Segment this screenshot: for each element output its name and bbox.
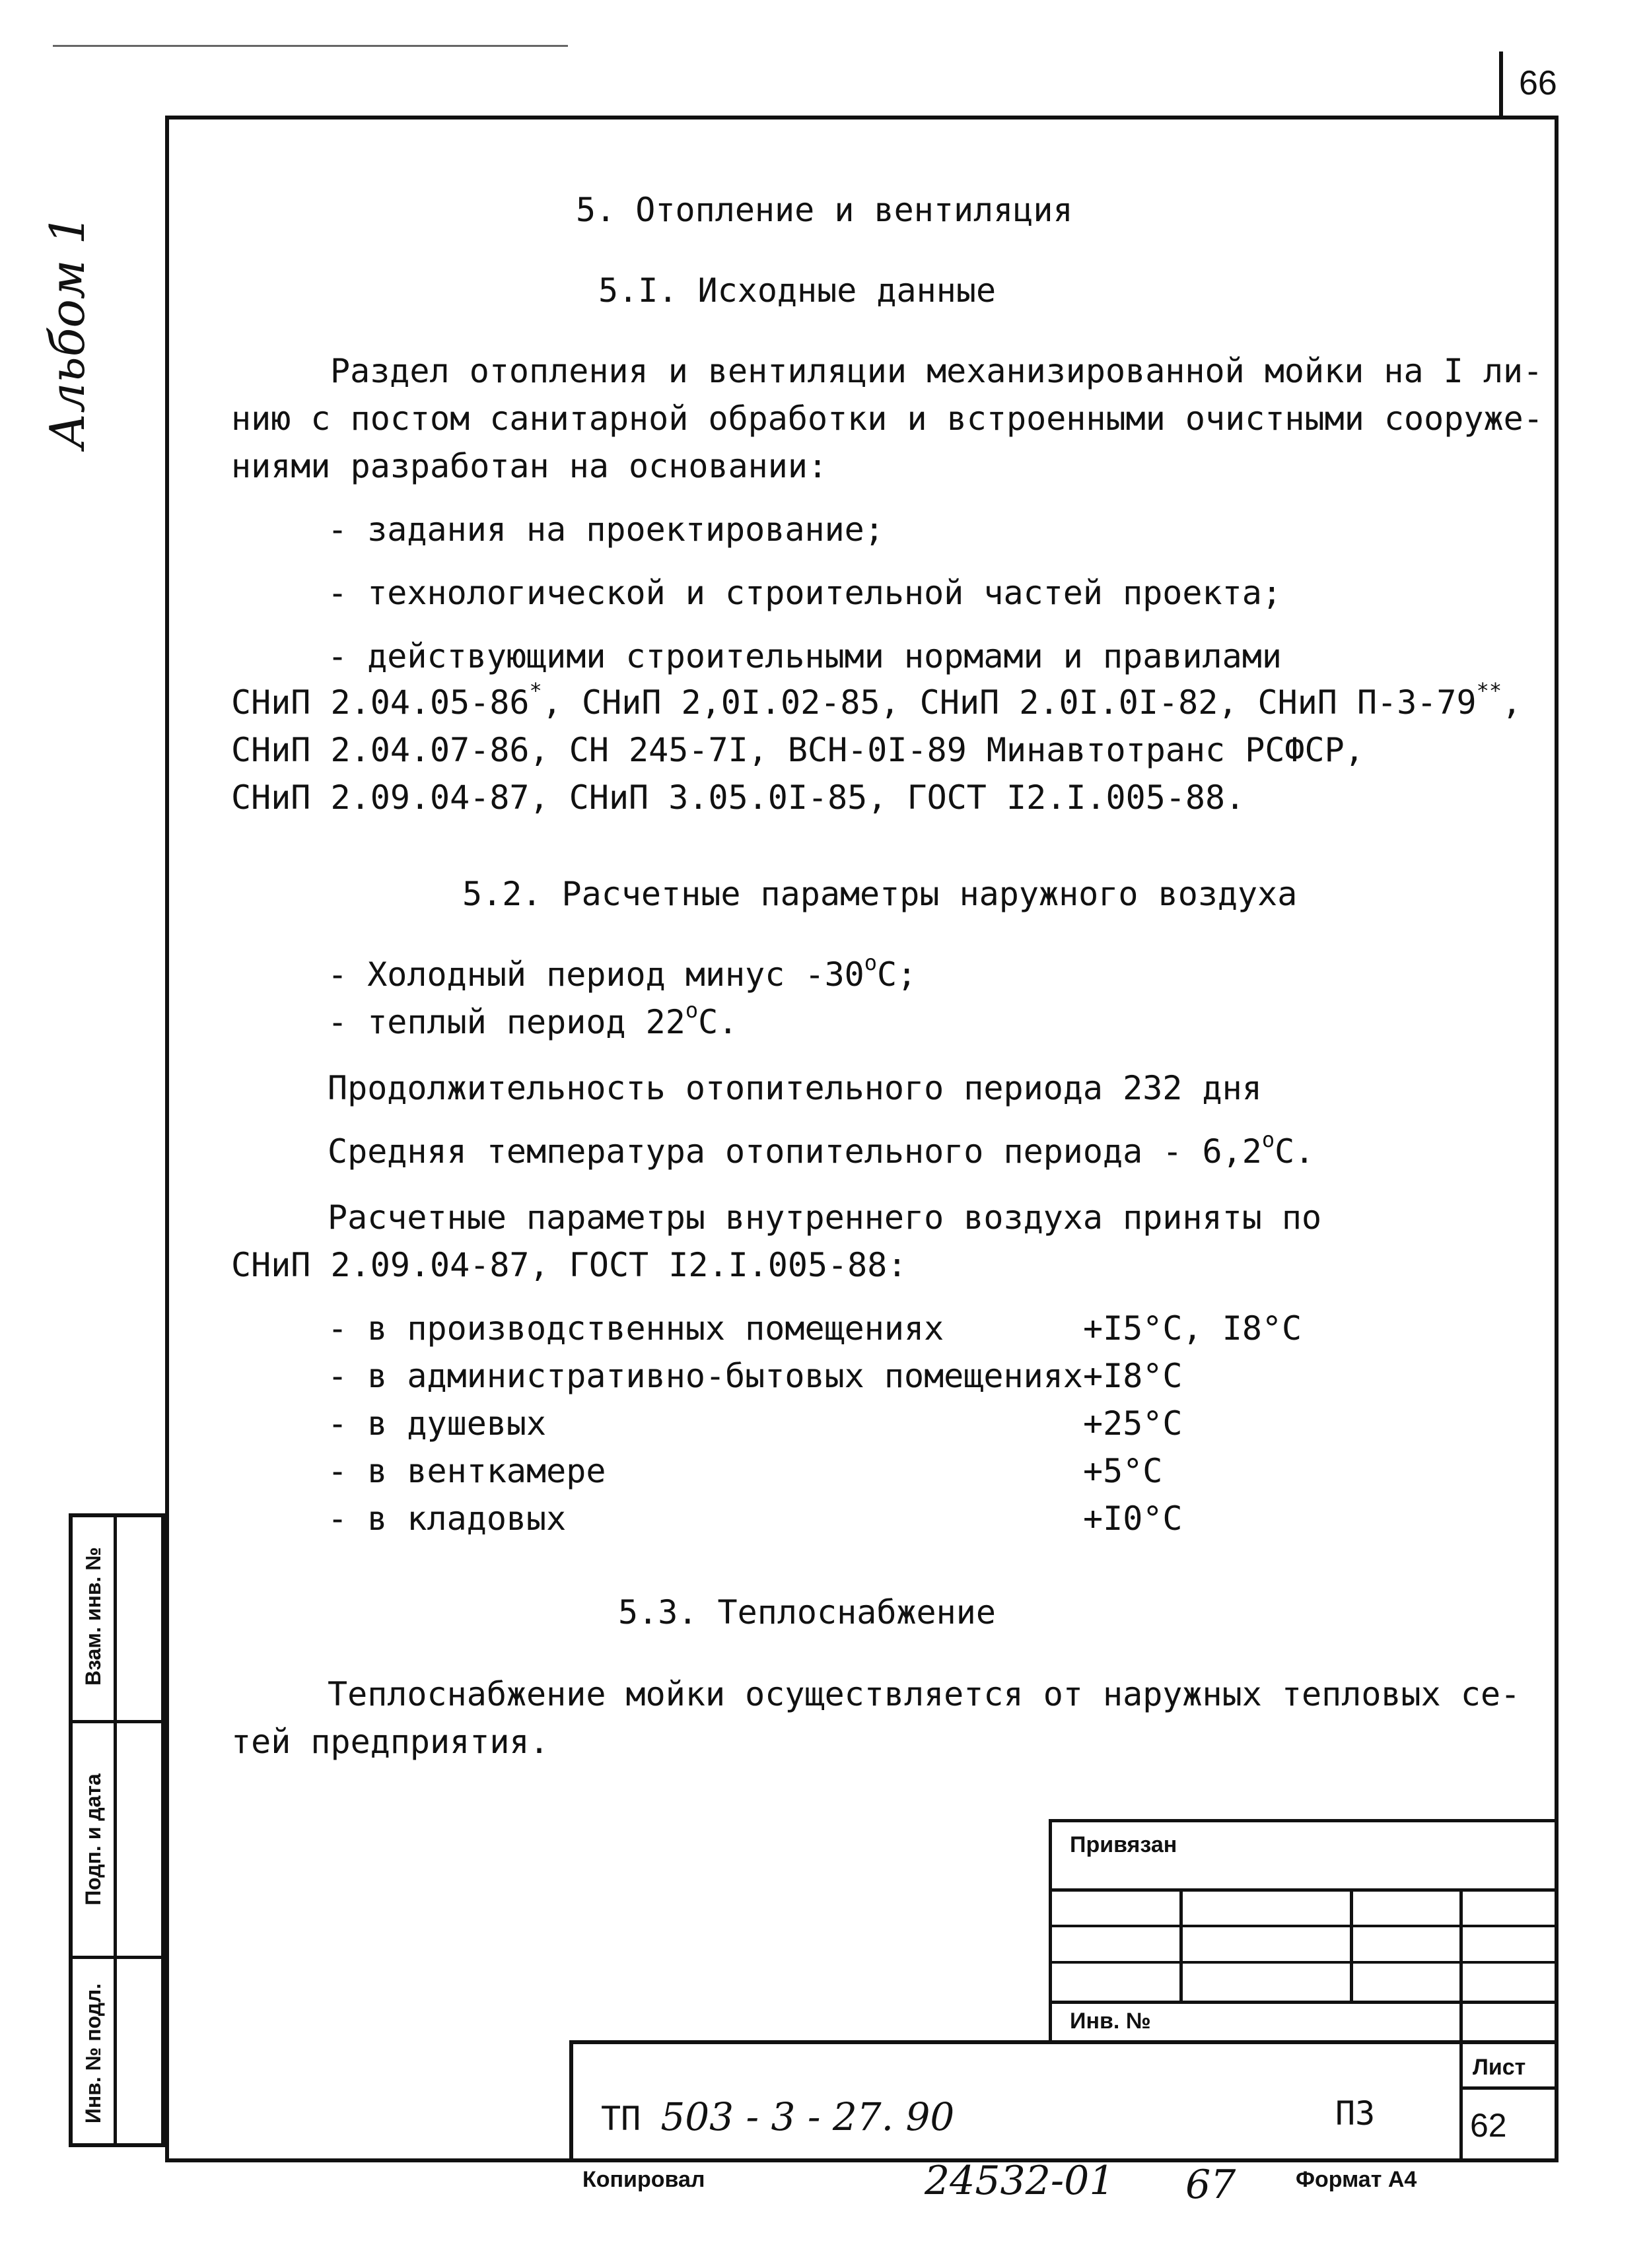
warm-period-degree: o xyxy=(685,998,699,1023)
bullet-project-parts: - технологической и строительной частей проекта; xyxy=(328,574,1282,612)
format-label: Формат А4 xyxy=(1296,2167,1417,2192)
heat-supply-line-2: тей предприятия. xyxy=(231,1723,549,1761)
section-heading: 5. Отопление и вентиляция xyxy=(576,191,1073,229)
mean-temperature-degree: o xyxy=(1261,1127,1275,1152)
tb-main-top xyxy=(569,2040,1559,2044)
doc-code xyxy=(601,2094,954,2139)
room-value-vent-chamber: +5°С xyxy=(1083,1452,1163,1490)
handwritten-page: 67 xyxy=(1185,2162,1236,2208)
norms-line-2: СНиП 2.04.07-86, СН 245-7I, ВСН-0I-89 Минавтотранс РСФСР, xyxy=(231,731,1364,769)
room-label-storage: - в кладовых xyxy=(328,1499,567,1538)
doc-type: ПЗ xyxy=(1335,2094,1376,2133)
inv-number-label: Инв. № xyxy=(1070,2009,1151,2034)
warm-period-text: - теплый период 22 xyxy=(328,1003,685,1041)
room-label-admin: - в административно-бытовых помещениях xyxy=(328,1357,1083,1395)
intro-line-3: ниями разработан на основании: xyxy=(231,447,828,485)
tb-row-2 xyxy=(1049,1925,1559,1927)
norms-mark-1: * xyxy=(529,678,542,703)
cold-period-unit: С; xyxy=(877,955,917,994)
room-value-storage: +I0°С xyxy=(1083,1499,1183,1538)
norms-snip-1: СНиП 2.04.05-86 xyxy=(231,683,530,722)
sheet-label: Лист xyxy=(1473,2055,1526,2080)
internal-intro-2: СНиП 2.09.04-87, ГОСТ I2.I.005-88: xyxy=(231,1246,907,1284)
cold-period xyxy=(328,951,917,998)
tb-col-2 xyxy=(1350,1888,1353,2004)
tb-row-4 xyxy=(1049,2001,1559,2004)
doc-code-prefix: ТП xyxy=(601,2100,661,2138)
tb-upper-left-edge xyxy=(1049,1819,1052,2044)
internal-intro-1: Расчетные параметры внутреннего воздуха приняты по xyxy=(328,1198,1322,1237)
tb-main-left xyxy=(569,2040,573,2162)
heating-duration: Продолжительность отопительного периода 232 дня xyxy=(328,1069,1262,1107)
sheet-number: 62 xyxy=(1470,2107,1507,2144)
side-label-signature-date: Подп. и дата xyxy=(81,1773,105,1906)
mean-temperature-unit: С. xyxy=(1275,1132,1315,1171)
tb-sheet-left xyxy=(1459,2040,1463,2162)
tb-row-3 xyxy=(1049,1961,1559,1964)
side-label-original-inv: Инв. № подл. xyxy=(81,1983,105,2124)
warm-period-unit: С. xyxy=(698,1003,738,1041)
copied-label: Копировал xyxy=(582,2167,705,2192)
cold-period-degree: o xyxy=(864,950,878,975)
page-number: 66 xyxy=(1519,64,1557,102)
room-label-showers: - в душевых xyxy=(328,1404,547,1443)
norms-snip-rest: , СНиП 2,0I.02-85, СНиП 2.0I.0I-82, СНиП П-3-79 xyxy=(542,683,1477,722)
tb-col-3 xyxy=(1459,1888,1463,2044)
mean-temperature xyxy=(328,1128,1314,1175)
heat-supply-line-1: Теплоснабжение мойки осуществляется от наружных тепловых се- xyxy=(328,1675,1521,1713)
norms-line-3: СНиП 2.09.04-87, СНиП 3.05.0I-85, ГОСТ I2.I.005-88. xyxy=(231,778,1245,817)
side-strip-divider-1 xyxy=(69,1720,165,1723)
room-value-production: +I5°С, I8°С xyxy=(1083,1309,1302,1348)
subsection-heading-initial-data: 5.I. Исходные данные xyxy=(598,271,997,310)
margin-note-album: Альбом 1 xyxy=(40,214,95,449)
linked-label: Привязан xyxy=(1070,1832,1177,1857)
bullet-norms: - действующими строительными нормами и правилами xyxy=(328,637,1282,675)
room-label-production: - в производственных помещениях xyxy=(328,1309,944,1348)
page-number-divider xyxy=(1499,52,1503,118)
tb-sheet-row xyxy=(1459,2086,1559,2090)
tb-col-1 xyxy=(1179,1888,1183,2004)
side-label-exchange-inv: Взам. инв. № xyxy=(81,1547,105,1686)
bullet-design-task: - задания на проектирование; xyxy=(328,510,884,549)
handwritten-number: 24532-01 xyxy=(925,2158,1115,2204)
intro-line-1: Раздел отопления и вентиляции механизированной мойки на I ли- xyxy=(330,352,1543,390)
room-value-showers: +25°С xyxy=(1083,1404,1183,1443)
top-rule xyxy=(53,45,568,47)
norms-line-1-end: , xyxy=(1502,683,1522,722)
room-value-admin: +I8°С xyxy=(1083,1357,1183,1395)
tb-row-1 xyxy=(1049,1888,1559,1892)
tb-upper-top xyxy=(1049,1819,1559,1822)
mean-temperature-text: Средняя температура отопительного периода - 6,2 xyxy=(328,1132,1262,1171)
subsection-heading-outdoor-air: 5.2. Расчетные параметры наружного воздуха xyxy=(462,875,1298,913)
warm-period xyxy=(328,998,738,1046)
subsection-heading-heat-supply: 5.3. Теплоснабжение xyxy=(618,1593,996,1632)
doc-code-handwritten: 503 - 3 - 27. 90 xyxy=(660,2094,955,2139)
norms-line-1 xyxy=(231,679,1522,726)
room-label-vent-chamber: - в венткамере xyxy=(328,1452,606,1490)
cold-period-text: - Холодный период минус -30 xyxy=(328,955,864,994)
side-strip-divider-v xyxy=(114,1513,117,2147)
intro-line-2: нию с постом санитарной обработки и встроенными очистными сооруже- xyxy=(231,399,1543,438)
norms-mark-2: ** xyxy=(1476,678,1502,703)
